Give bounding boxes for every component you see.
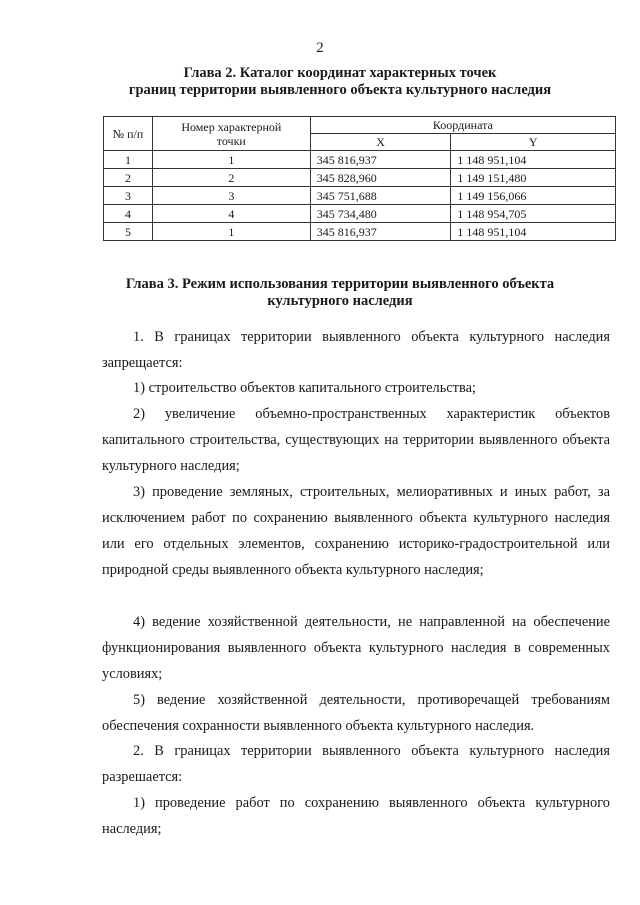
- cell-point: 1: [152, 151, 310, 169]
- cell-x: 345 816,937: [310, 151, 451, 169]
- header-point: Номер характерной точки: [152, 117, 310, 151]
- page-number: 2: [316, 40, 324, 56]
- cell-point: 1: [152, 223, 310, 241]
- cell-point: 4: [152, 205, 310, 223]
- cell-y: 1 149 156,066: [451, 187, 616, 205]
- table-row: [104, 169, 616, 187]
- cell-num: 1: [104, 151, 153, 169]
- chapter-3-title: [60, 276, 620, 310]
- cell-num: 2: [104, 169, 153, 187]
- chapter-2-title: [60, 65, 620, 99]
- cell-num: 4: [104, 205, 153, 223]
- cell-x: 345 816,937: [310, 223, 451, 241]
- chapter-3-title-line-2: культурного наследия: [267, 293, 413, 309]
- header-num: № п/п: [104, 117, 153, 151]
- cell-y: 1 148 951,104: [451, 151, 616, 169]
- paragraph-1-item-1: 1) строительство объектов капитального строительства;: [133, 380, 476, 396]
- paragraph-2-item-1: 1) проведение работ по сохранению выявленного объекта культурного наследия;: [102, 795, 610, 837]
- paragraph-1-item-5: 5) ведение хозяйственной деятельности, противоречащей требованиям обеспечения сохранности выявленного объекта культурного наследия.: [102, 692, 610, 734]
- cell-point: 2: [152, 169, 310, 187]
- cell-y: 1 149 151,480: [451, 169, 616, 187]
- table-row: [104, 205, 616, 223]
- cell-point: 3: [152, 187, 310, 205]
- paragraph-1: 1. В границах территории выявленного объекта культурного наследия запрещается:: [102, 329, 610, 371]
- table-row: [104, 187, 616, 205]
- cell-x: 345 734,480: [310, 205, 451, 223]
- table-row: [104, 151, 616, 169]
- chapter-2-title-line-1: Глава 2. Каталог координат характерных точек: [183, 65, 497, 81]
- table-header-row: [104, 117, 616, 134]
- cell-x: 345 828,960: [310, 169, 451, 187]
- paragraph-1-item-3: 3) проведение земляных, строительных, мелиоративных и иных работ, за исключением работ по сохранению выявленного объекта культурного наследия или его отдельных элементов, сохранению историко-градостроительной или природной среды выявленного объекта культурного наследия;: [102, 484, 610, 578]
- table-row: [104, 223, 616, 241]
- header-y: Y: [451, 134, 616, 151]
- header-x: X: [310, 134, 451, 151]
- cell-num: 3: [104, 187, 153, 205]
- paragraph-1-item-2: 2) увеличение объемно-пространственных характеристик объектов капитального строительства, существующих на территории выявленного объекта культурного наследия;: [102, 406, 610, 474]
- paragraph-1-item-4: 4) ведение хозяйственной деятельности, не направленной на обеспечение функционирования выявленного объекта культурного наследия в современных условиях;: [102, 614, 610, 682]
- header-coordinate: Координата: [310, 117, 615, 134]
- chapter-2-title-line-2: границ территории выявленного объекта культурного наследия: [128, 82, 552, 98]
- chapter-3-title-line-1: Глава 3. Режим использования территории выявленного объекта: [125, 276, 555, 292]
- paragraph-2: 2. В границах территории выявленного объекта культурного наследия разрешается:: [102, 743, 610, 785]
- cell-num: 5: [104, 223, 153, 241]
- cell-y: 1 148 951,104: [451, 223, 616, 241]
- cell-x: 345 751,688: [310, 187, 451, 205]
- coordinates-table: [103, 116, 616, 241]
- cell-y: 1 148 954,705: [451, 205, 616, 223]
